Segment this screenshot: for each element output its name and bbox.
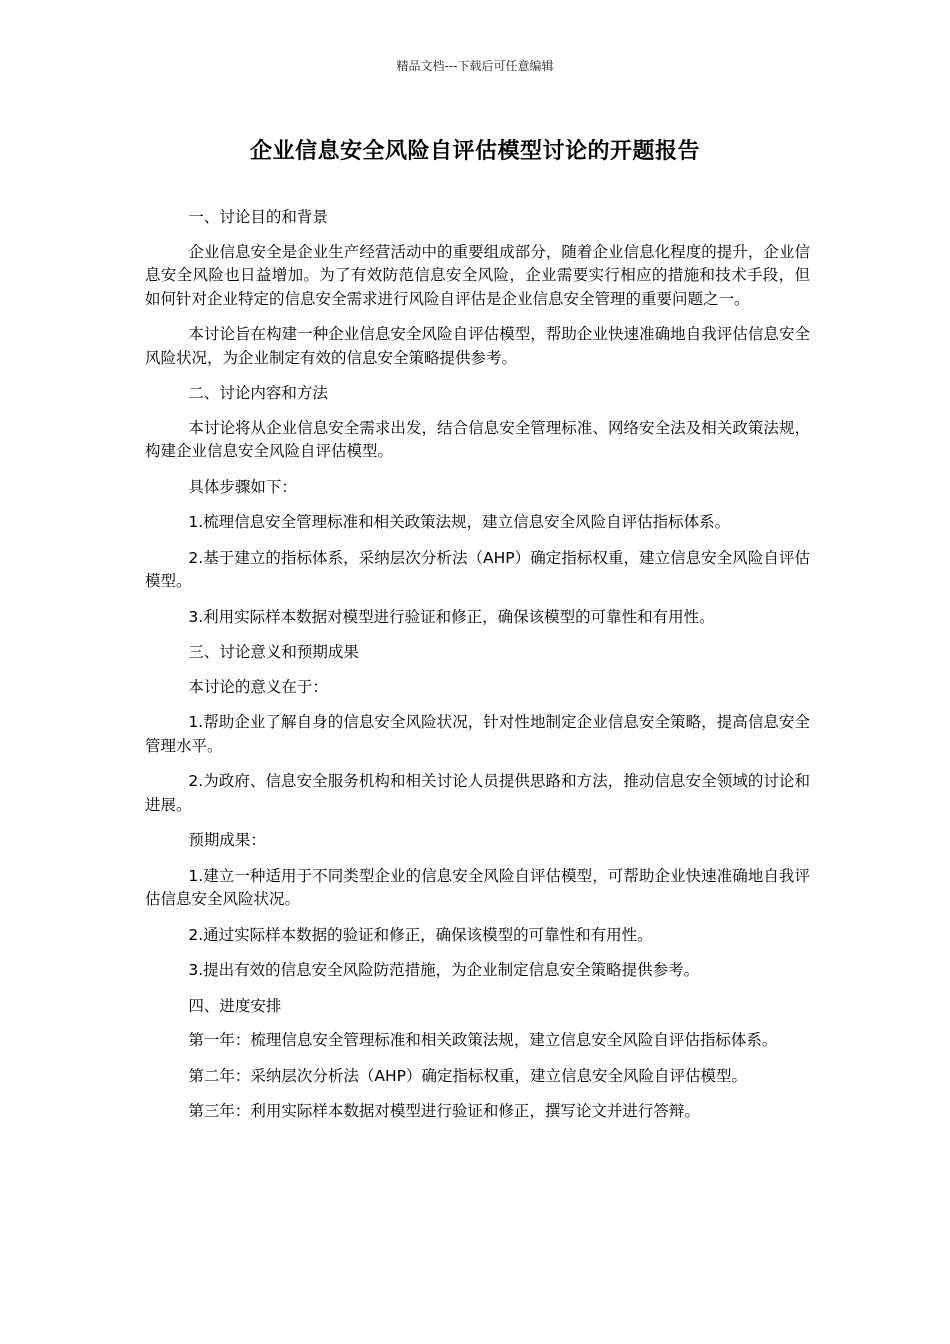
list-item-significance-1: 1.帮助企业了解自身的信息安全风险状况，针对性地制定企业信息安全策略，提高信息安全管理水平。 [145,713,810,755]
schedule-year-2: 第二年：采纳层次分析法（AHP）确定指标权重，建立信息安全风险自评估模型。 [188,1066,747,1085]
paragraph-aim: 本讨论旨在构建一种企业信息安全风险自评估模型，帮助企业快速准确地自我评估信息安全风险状况，为企业制定有效的信息安全策略提供参考。 [145,325,810,367]
list-item-step-3: 3.利用实际样本数据对模型进行验证和修正，确保该模型的可靠性和有用性。 [188,607,715,626]
list-item-significance-2: 2.为政府、信息安全服务机构和相关讨论人员提供思路和方法，推动信息安全领域的讨论和进展。 [145,772,810,814]
schedule-year-1: 第一年：梳理信息安全管理标准和相关政策法规，建立信息安全风险自评估指标体系。 [188,1031,778,1049]
document-title: 企业信息安全风险自评估模型讨论的开题报告 [249,139,700,164]
paragraph-background: 企业信息安全是企业生产经营活动中的重要组成部分，随着企业信息化程度的提升，企业信息安全风险也日益增加。为了有效防范信息安全风险，企业需要实行相应的措施和技术手段，但如何针对企业特定的信息安全需求进行风险自评估是企业信息安全管理的重要问题之一。 [145,242,810,308]
list-item-step-2: 2.基于建立的指标体系，采纳层次分析法（AHP）确定指标权重，建立信息安全风险自评估模型。 [145,548,810,590]
paragraph-content: 本讨论将从企业信息安全需求出发，结合信息安全管理标准、网络安全法及相关政策法规，构建企业信息安全风险自评估模型。 [145,418,810,460]
section-heading-significance: 三、讨论意义和预期成果 [188,643,359,661]
paragraph-outcomes-intro: 预期成果： [188,831,266,849]
schedule-year-3: 第三年：利用实际样本数据对模型进行验证和修正，撰写论文并进行答辩。 [188,1102,700,1120]
document-body [145,206,810,1136]
section-heading-purpose: 一、讨论目的和背景 [188,208,328,226]
section-heading-content-method: 二、讨论内容和方法 [188,384,328,402]
list-item-step-1: 1.梳理信息安全管理标准和相关政策法规，建立信息安全风险自评估指标体系。 [188,513,731,531]
page-header-note: 精品文档---下载后可任意编辑 [396,59,554,73]
list-item-outcome-3: 3.提出有效的信息安全风险防范措施，为企业制定信息安全策略提供参考。 [188,961,700,979]
paragraph-steps-intro: 具体步骤如下： [188,477,297,496]
paragraph-significance-intro: 本讨论的意义在于： [188,677,328,696]
list-item-outcome-2: 2.通过实际样本数据的验证和修正，确保该模型的可靠性和有用性。 [188,925,653,944]
section-heading-schedule: 四、进度安排 [188,996,282,1015]
list-item-outcome-1: 1.建立一种适用于不同类型企业的信息安全风险自评估模型，可帮助企业快速准确地自我评估信息安全风险状况。 [145,866,810,908]
